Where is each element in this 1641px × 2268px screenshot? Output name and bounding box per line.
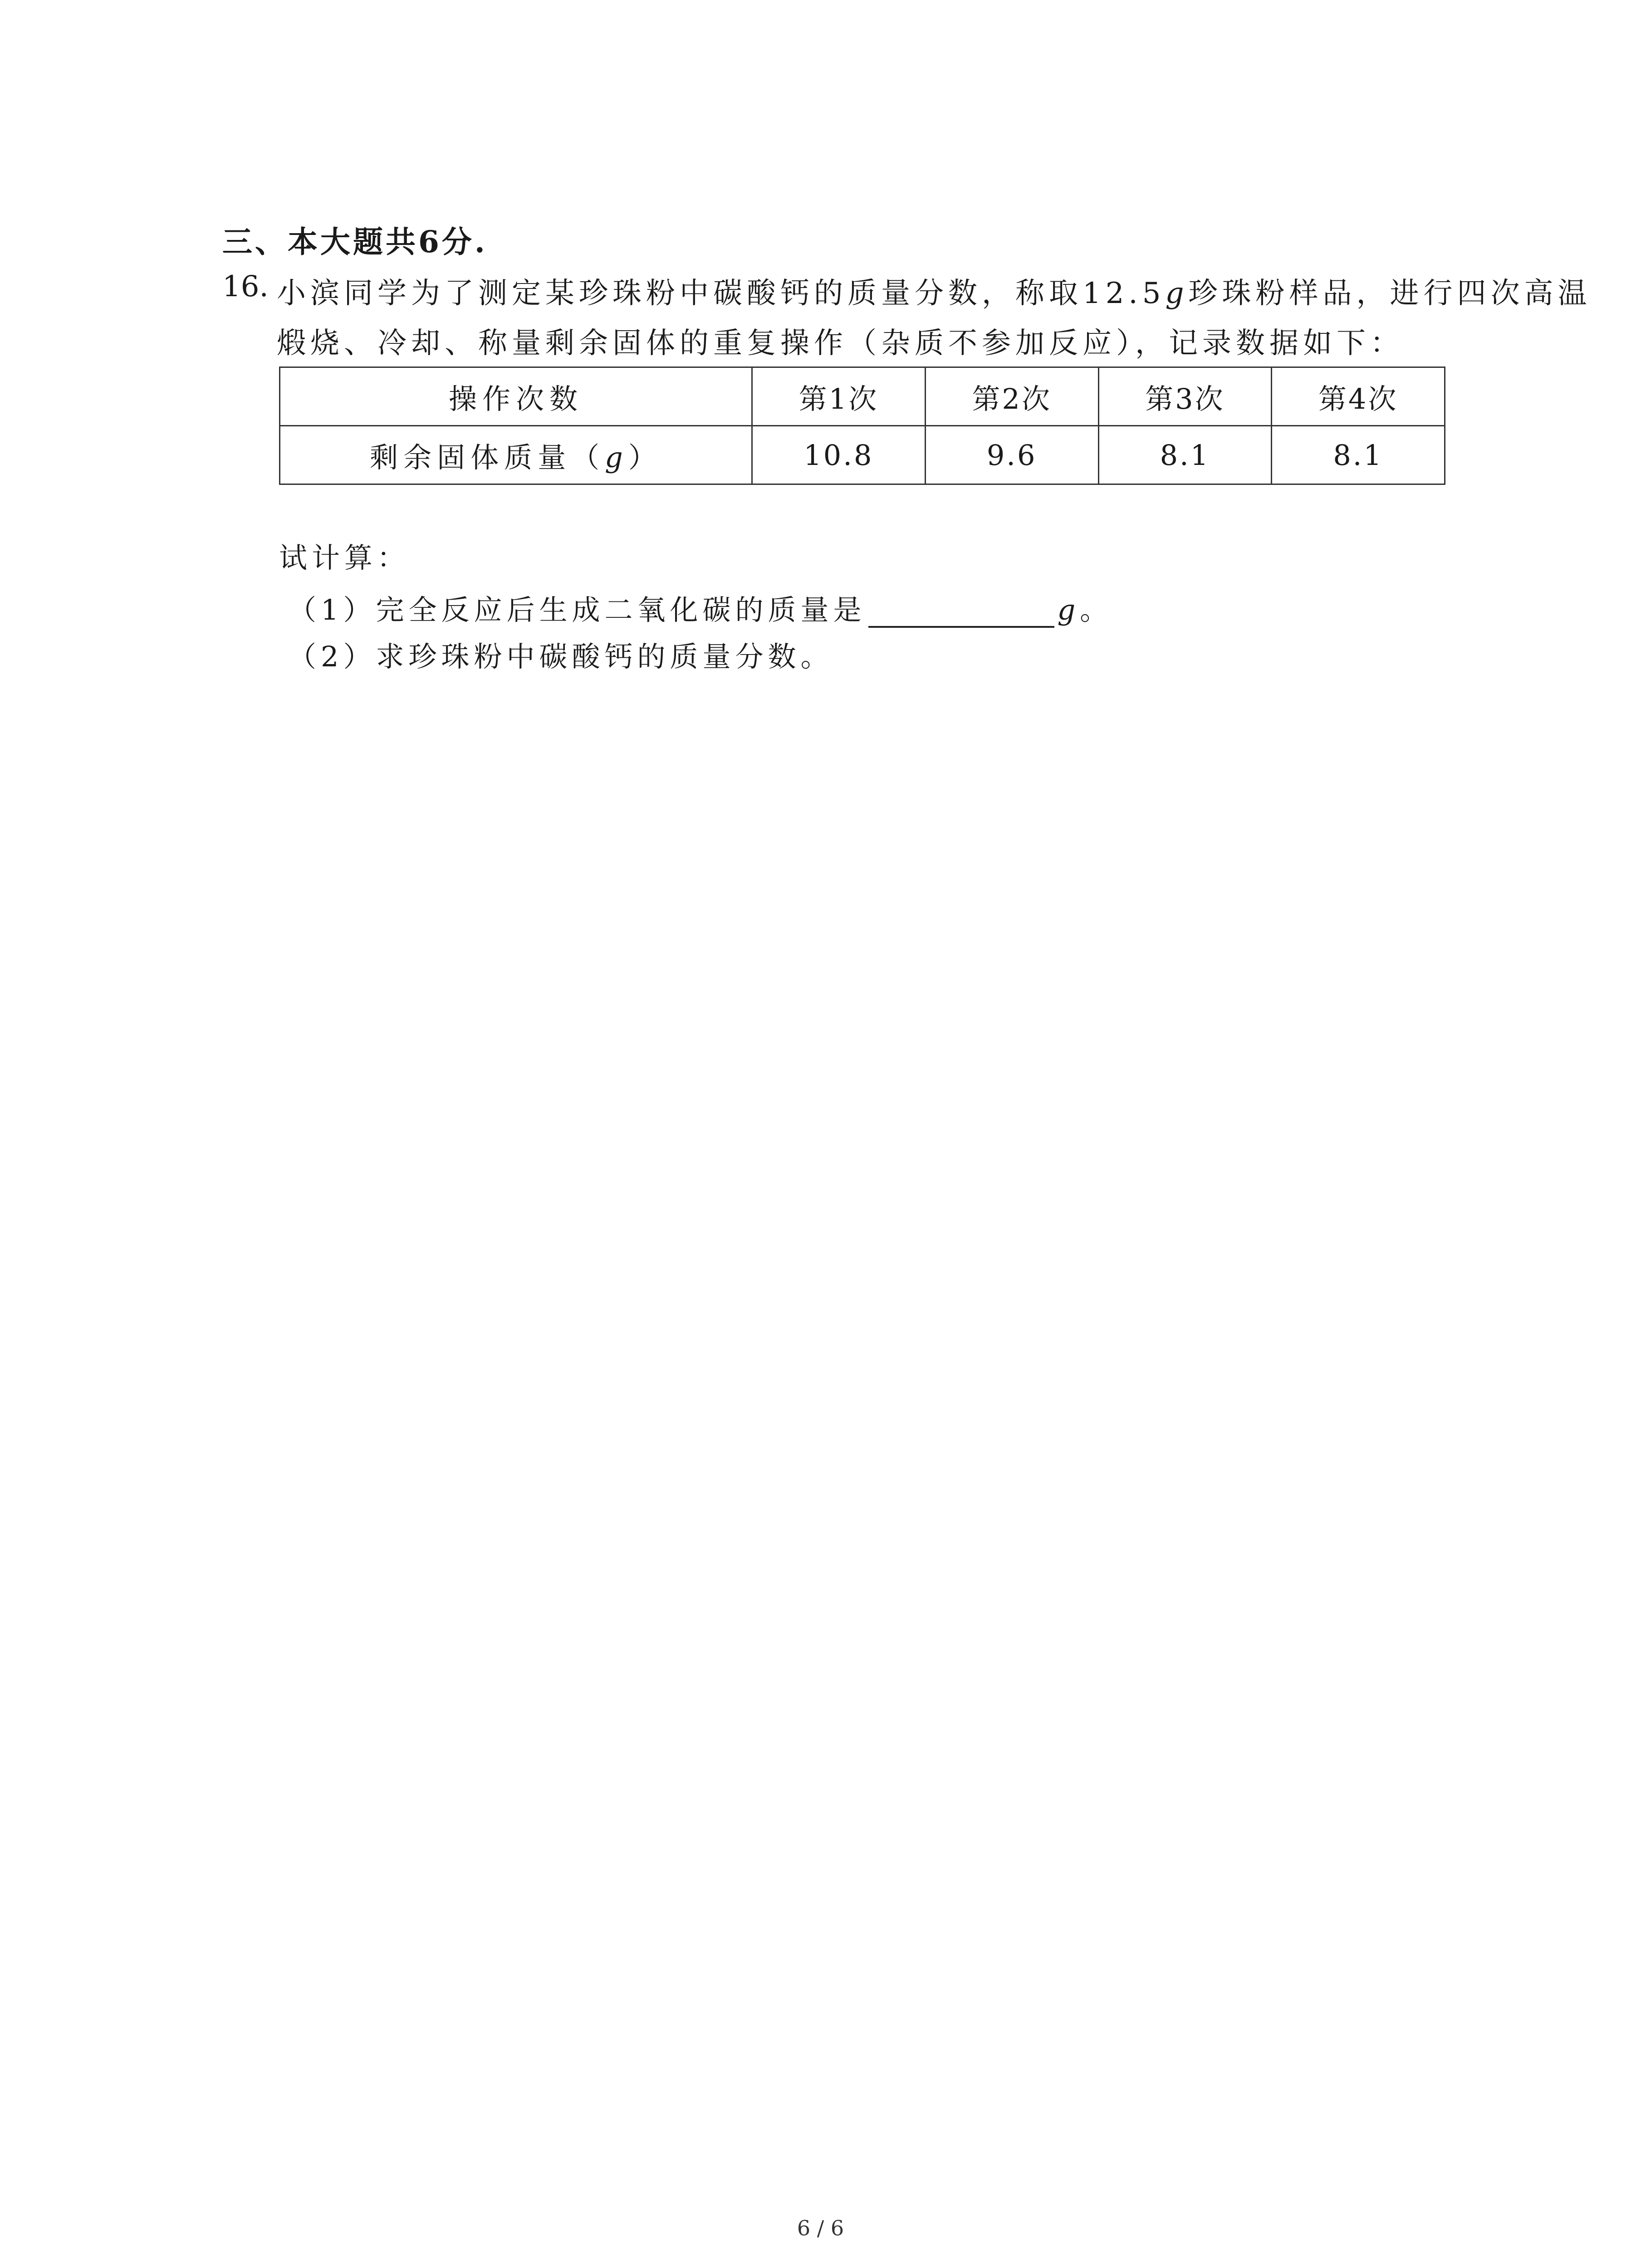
question-text-line1 bbox=[277, 270, 1591, 312]
value-cell: 9.6 bbox=[925, 426, 1098, 484]
data-table bbox=[279, 367, 1445, 485]
calc-label: 试计算： bbox=[279, 541, 410, 574]
table-row bbox=[280, 426, 1445, 484]
row-label-text: ） bbox=[628, 440, 662, 474]
header-cell: 第4次 bbox=[1272, 367, 1445, 426]
unit-g: g bbox=[1057, 593, 1080, 626]
sub-question-2: （2）求珍珠粉中碳酸钙的质量分数。 bbox=[288, 640, 833, 673]
unit-g: g bbox=[1165, 277, 1189, 310]
question-text-line2: 煅烧、冷却、称量剩余固体的重复操作（杂质不参加反应），记录数据如下： bbox=[277, 327, 1404, 360]
row-label-cell bbox=[280, 426, 752, 484]
page-number: 6 / 6 bbox=[797, 2216, 844, 2240]
question-number: 16. bbox=[222, 270, 269, 303]
unit-g: g bbox=[605, 440, 628, 474]
header-cell: 第2次 bbox=[925, 367, 1098, 426]
section-title: 三、本大题共6分. bbox=[222, 224, 488, 259]
sub-question-1 bbox=[288, 587, 1112, 628]
table-header-row bbox=[280, 367, 1445, 426]
question-text-part: 珍珠粉样品，进行四次高温 bbox=[1188, 277, 1592, 310]
sub-question-text: 。 bbox=[1080, 593, 1113, 626]
header-cell: 操作次数 bbox=[280, 367, 752, 426]
row-label-text: 剩余固体质量（ bbox=[370, 440, 605, 474]
value-cell: 8.1 bbox=[1272, 426, 1445, 484]
sub-question-text: （1）完全反应后生成二氧化碳的质量是 bbox=[288, 593, 866, 626]
value-cell: 10.8 bbox=[752, 426, 926, 484]
header-cell: 第1次 bbox=[752, 367, 926, 426]
question-text-part: 小滨同学为了测定某珍珠粉中碳酸钙的质量分数，称取12.5 bbox=[277, 277, 1166, 310]
answer-blank[interactable] bbox=[868, 598, 1054, 628]
header-cell: 第3次 bbox=[1098, 367, 1272, 426]
value-cell: 8.1 bbox=[1098, 426, 1272, 484]
